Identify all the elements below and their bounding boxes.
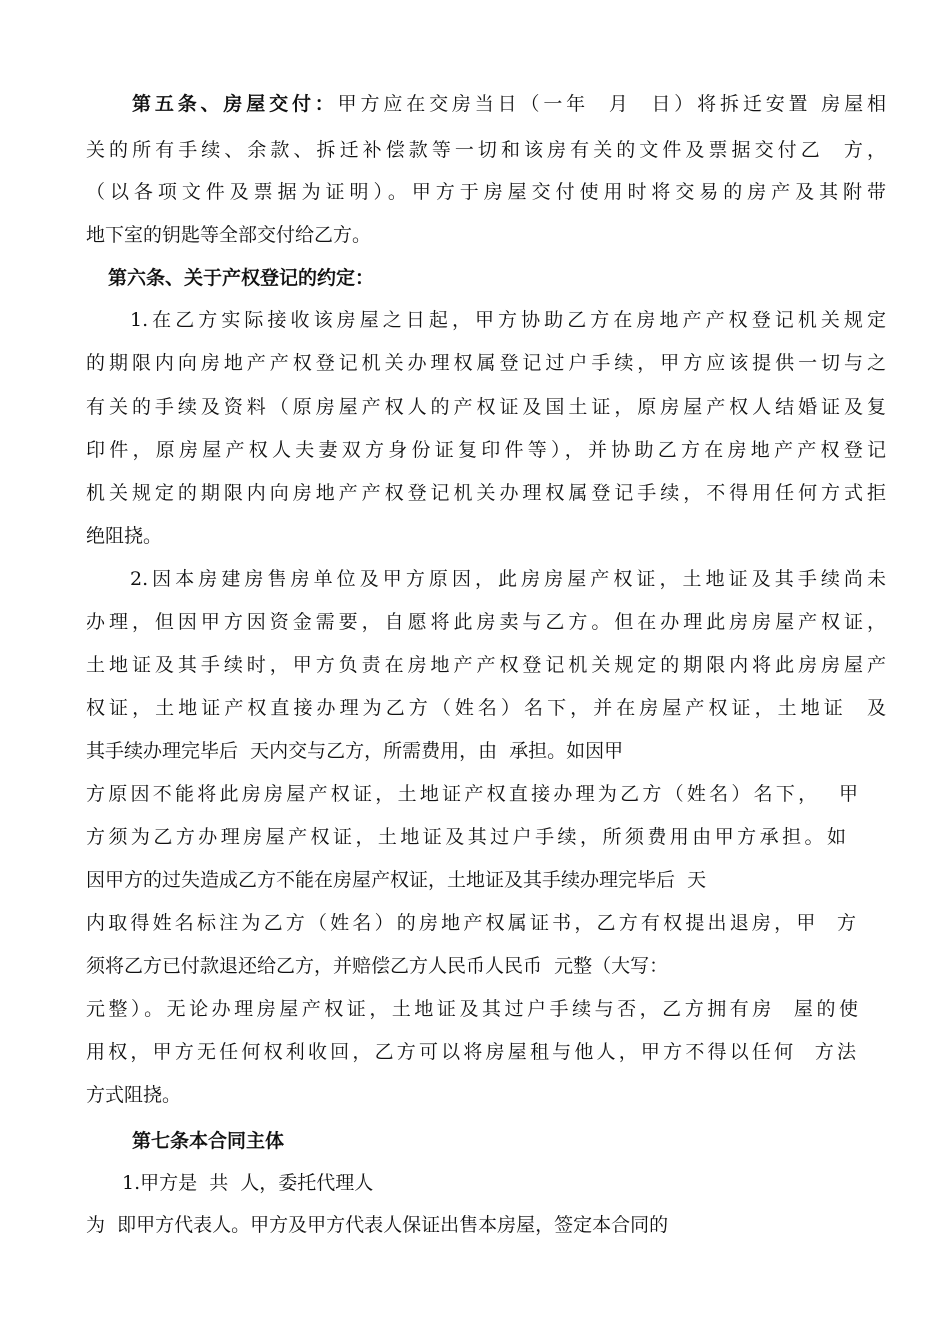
article6-item2-line-4: 权证，土地证产权直接办理为乙方（姓名）名下，并在房屋产权证，土地证 及 <box>86 697 886 719</box>
article6-item1-line-6: 绝阻挠。 <box>86 525 163 547</box>
article6-item2-line-2: 办理，但因甲方因资金需要，自愿将此房卖与乙方。但在办理此房房屋产权证， <box>86 611 886 633</box>
article5-line-2: 关的所有手续、余款、拆迁补偿款等一切和该房有关的文件及票据交付乙 方， <box>86 139 886 161</box>
article5-line-4: 地下室的钥匙等全部交付给乙方。 <box>86 224 372 246</box>
article6-item2-line-5: 其手续办理完毕后 天内交与乙方，所需费用，由 承担。如因甲 <box>86 740 624 762</box>
article7-heading: 第七条本合同主体 <box>132 1130 285 1152</box>
article5-text: 甲方应在交房当日（一年 月 日）将拆迁安置 房屋相 <box>337 93 886 115</box>
article5-line-1 <box>132 91 886 117</box>
article6-item2-line-6: 方原因不能将此房房屋产权证，土地证产权直接办理为乙方（姓名）名下， 甲 <box>86 783 858 805</box>
article6-item1-line-2: 的期限内向房地产产权登记机关办理权属登记过户手续，甲方应该提供一切与之 <box>86 352 886 374</box>
article6-heading: 第六条、关于产权登记的约定： <box>108 267 375 289</box>
article6-item2-line-12: 用权，甲方无任何权利收回，乙方可以将房屋租与他人，甲方不得以任何 方法 <box>86 1041 856 1063</box>
article6-item2-line-7: 方须为乙方办理房屋产权证，土地证及其过户手续，所须费用由甲方承担。如 <box>86 826 846 848</box>
article6-item2-line-10: 须将乙方已付款退还给乙方，并赔偿乙方人民币人民币 元整（大写： <box>86 955 669 977</box>
article6-item2-line-9: 内取得姓名标注为乙方（姓名）的房地产权属证书，乙方有权提出退房，甲 方 <box>86 912 856 934</box>
article5-heading: 第五条、房屋交付： <box>132 93 338 115</box>
article6-item1-line-3: 有关的手续及资料（原房屋产权人的产权证及国土证，原房屋产权人结婚证及复 <box>86 396 886 418</box>
article6-item1-line-4: 印件，原房屋产权人夫妻双方身份证复印件等），并协助乙方在房地产产权登记 <box>86 439 886 461</box>
article5-line-3: （以各项文件及票据为证明）。甲方于房屋交付使用时将交易的房产及其附带 <box>86 181 886 203</box>
article6-item2-line-3: 土地证及其手续时，甲方负责在房地产产权登记机关规定的期限内将此房房屋产 <box>86 654 886 676</box>
article6-item2-line-8: 因甲方的过失造成乙方不能在房屋产权证，土地证及其手续办理完毕后 天 <box>86 869 707 891</box>
article6-item2-line-1: 2.因本房建房售房单位及甲方原因，此房房屋产权证，土地证及其手续尚未 <box>130 568 886 590</box>
article6-item1-line-1: 1.在乙方实际接收该房屋之日起，甲方协助乙方在房地产产权登记机关规定 <box>130 309 886 331</box>
article7-item1-line-2: 为 即甲方代表人。甲方及甲方代表人保证出售本房屋，签定本合同的 <box>86 1214 669 1236</box>
article6-item2-line-13: 方式阻挠。 <box>86 1084 182 1106</box>
article6-item2-line-11: 元整）。无论办理房屋产权证，土地证及其过户手续与否，乙方拥有房 屋的使 <box>86 998 858 1020</box>
article7-item1-line-1: 1.甲方是 共 人，委托代理人 <box>122 1172 374 1194</box>
article6-item1-line-5: 机关规定的期限内向房地产产权登记机关办理权属登记手续，不得用任何方式拒 <box>86 482 886 504</box>
